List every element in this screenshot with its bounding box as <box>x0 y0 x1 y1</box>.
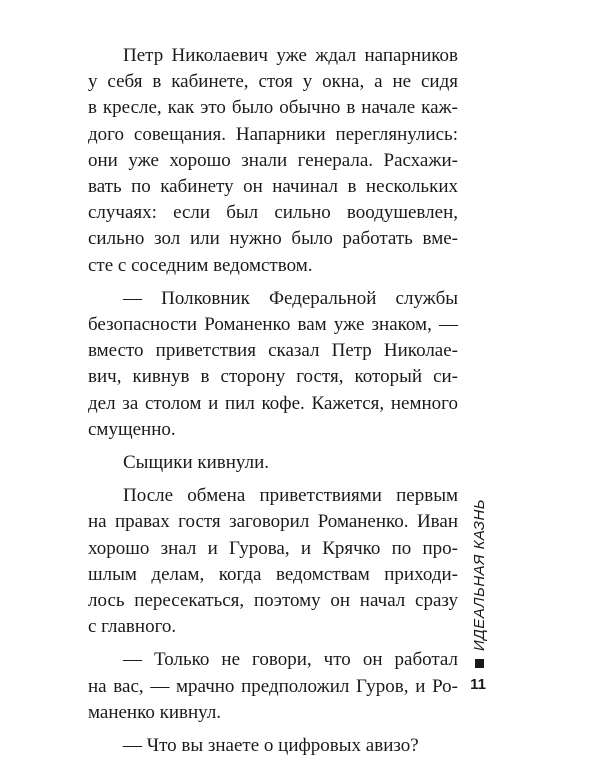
running-title <box>471 499 487 668</box>
page-body <box>88 43 458 766</box>
running-title-text: ИДЕАЛЬНАЯ КАЗНЬ <box>470 498 488 651</box>
text-line: вать по кабинету он начинал в нескольких <box>88 176 458 198</box>
text-line: на вас, — мрачно предположил Гуров, и Ро- <box>88 675 458 697</box>
text-line: с главного. <box>88 616 177 638</box>
text-line: шлым делам, когда ведомствам приходи- <box>88 563 458 585</box>
text-line: сте с соседним ведомством. <box>88 254 313 276</box>
paragraph-3 <box>88 450 458 476</box>
text-line: хорошо знал и Гурова, и Крячко по про- <box>88 537 458 559</box>
text-line: — Полковник Федеральной службы <box>123 287 458 309</box>
text-line: — Что вы знаете о цифровых авизо? <box>123 735 419 757</box>
text-line: сильно зол или нужно было работать вме- <box>88 228 458 250</box>
text-line: маненко кивнул. <box>88 701 222 723</box>
text-line: лось пересекаться, поэтому он начал сразу <box>88 590 458 612</box>
paragraph-5 <box>88 647 458 726</box>
text-line: в кресле, как это было обычно в начале каж- <box>88 97 458 119</box>
text-line: — Только не говори, что он работал <box>123 649 458 671</box>
text-line: случаях: если был сильно воодушевлен, <box>88 202 458 224</box>
text-line: После обмена приветствиями первым <box>123 485 458 507</box>
page-number: 11 <box>470 676 486 693</box>
text-line: смущенно. <box>88 418 176 440</box>
paragraph-6 <box>88 733 458 759</box>
paragraph-4 <box>88 483 458 640</box>
paragraph-2 <box>88 286 458 443</box>
square-bullet-icon <box>475 659 484 668</box>
text-line: Сыщики кивнули. <box>123 452 269 474</box>
text-line: Петр Николаевич уже ждал напарников <box>123 45 458 66</box>
paragraph-1 <box>88 43 458 279</box>
text-line: дел за столом и пил кофе. Кажется, немного <box>88 392 458 414</box>
text-line: безопасности Романенко вам уже знаком, — <box>88 314 458 336</box>
text-line: у себя в кабинете, стоя у окна, а не сидя <box>88 71 458 93</box>
text-line: вич, кивнув в сторону гостя, который си- <box>88 366 458 388</box>
text-line: вместо приветствия сказал Петр Николае- <box>88 340 458 362</box>
text-line: на правах гостя заговорил Романенко. Иван <box>88 511 458 533</box>
text-line: они уже хорошо знали генерала. Расхажи- <box>88 149 458 171</box>
text-line: дого совещания. Напарники переглянулись: <box>88 123 458 145</box>
